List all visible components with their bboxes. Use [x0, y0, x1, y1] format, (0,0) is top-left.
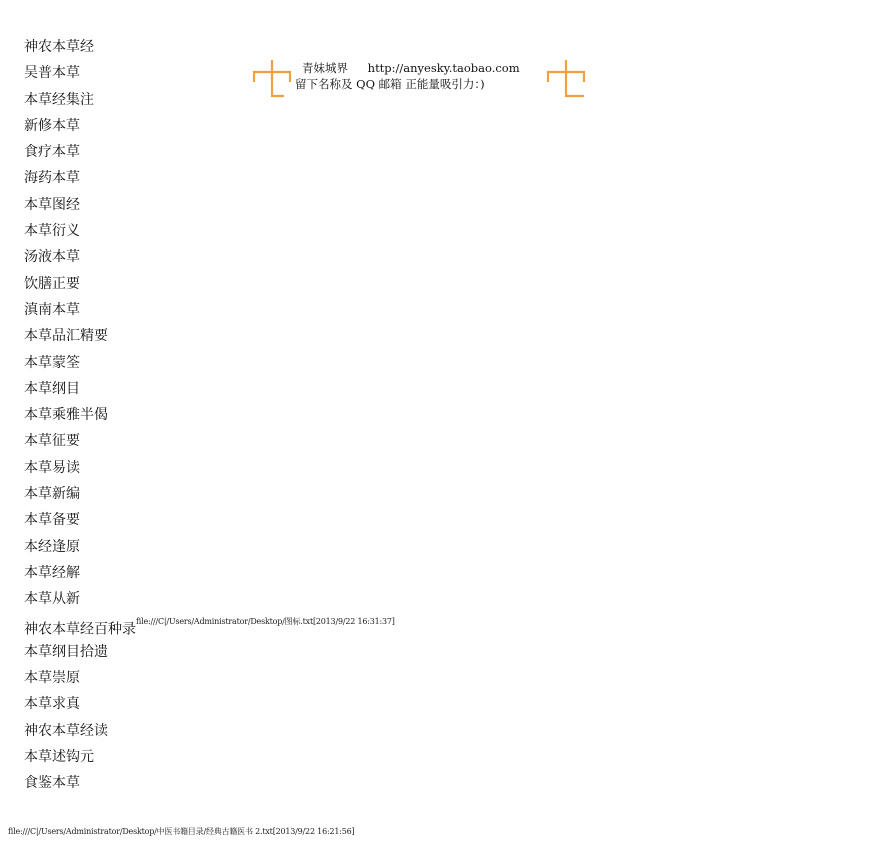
book-title	[24, 455, 395, 481]
book-title-text: 本草纲目拾遗	[24, 643, 108, 660]
book-title-text: 吴普本草	[24, 65, 80, 82]
book-title-text: 汤液本草	[24, 249, 80, 266]
book-title	[24, 428, 395, 454]
banner-url: http://anyesky.taobao.com	[367, 61, 520, 75]
book-title	[24, 534, 395, 560]
banner-message: 留下名称及 QQ 邮箱 正能量吸引力：)	[295, 77, 485, 91]
book-title-text: 本草经集注	[24, 91, 94, 108]
book-title	[24, 323, 395, 349]
book-title	[24, 481, 395, 507]
book-title-text: 饮膳正要	[24, 275, 80, 292]
book-title-text: 本草征要	[24, 433, 80, 450]
book-title	[24, 665, 395, 691]
book-title	[24, 639, 395, 665]
book-title	[24, 271, 395, 297]
book-title	[24, 744, 395, 770]
book-title	[24, 613, 395, 639]
book-title-text: 本经逢原	[24, 538, 80, 555]
book-title-text: 神农本草经百种录	[24, 621, 136, 638]
book-title	[24, 376, 395, 402]
book-title-text: 本草备要	[24, 512, 80, 529]
book-title	[24, 244, 395, 270]
book-title	[24, 586, 395, 612]
inline-file-path: file:///C|/Users/Administrator/Desktop/图标.txt[2013/9/22 16:31:37]	[136, 616, 395, 626]
book-title	[24, 718, 395, 744]
book-title-text: 本草经解	[24, 564, 80, 581]
book-title-text: 本草从新	[24, 591, 80, 608]
book-title	[24, 165, 395, 191]
book-title	[24, 297, 395, 323]
book-title	[24, 770, 395, 796]
book-title-text: 食鉴本草	[24, 775, 80, 792]
book-title-text: 本草新编	[24, 486, 80, 503]
book-title	[24, 218, 395, 244]
book-title	[24, 350, 395, 376]
book-title	[24, 507, 395, 533]
book-title-text: 本草述钩元	[24, 749, 94, 766]
watermark-banner	[250, 54, 590, 102]
book-title-text: 本草品汇精要	[24, 328, 108, 345]
book-title-text: 本草乘雅半偈	[24, 407, 108, 424]
book-title-text: 本草求真	[24, 696, 80, 713]
book-title-text: 新修本草	[24, 117, 80, 134]
book-title-text: 本草蒙筌	[24, 354, 80, 371]
book-title-list	[24, 34, 395, 797]
book-title	[24, 402, 395, 428]
book-title	[24, 139, 395, 165]
book-title-text: 本草衍义	[24, 223, 80, 240]
book-title	[24, 691, 395, 717]
book-title-text: 神农本草经读	[24, 722, 108, 739]
banner-shop-name: 青妹城界	[302, 61, 348, 75]
banner-line-shop	[302, 60, 520, 76]
book-title-text: 本草图经	[24, 196, 80, 213]
book-title	[24, 560, 395, 586]
book-title-text: 神农本草经	[24, 39, 94, 55]
book-title-text: 海药本草	[24, 170, 80, 187]
book-title-text: 滇南本草	[24, 301, 80, 318]
book-title-text: 本草崇原	[24, 670, 80, 687]
book-title-text: 本草易读	[24, 459, 80, 476]
book-title-text: 食疗本草	[24, 144, 80, 161]
book-title	[24, 192, 395, 218]
book-title	[24, 113, 395, 139]
footer-file-path: file:///C|/Users/Administrator/Desktop/中医书籍目录/经典古籍医书 2.txt[2013/9/22 16:21:56]	[8, 827, 355, 836]
book-title-text: 本草纲目	[24, 380, 80, 397]
